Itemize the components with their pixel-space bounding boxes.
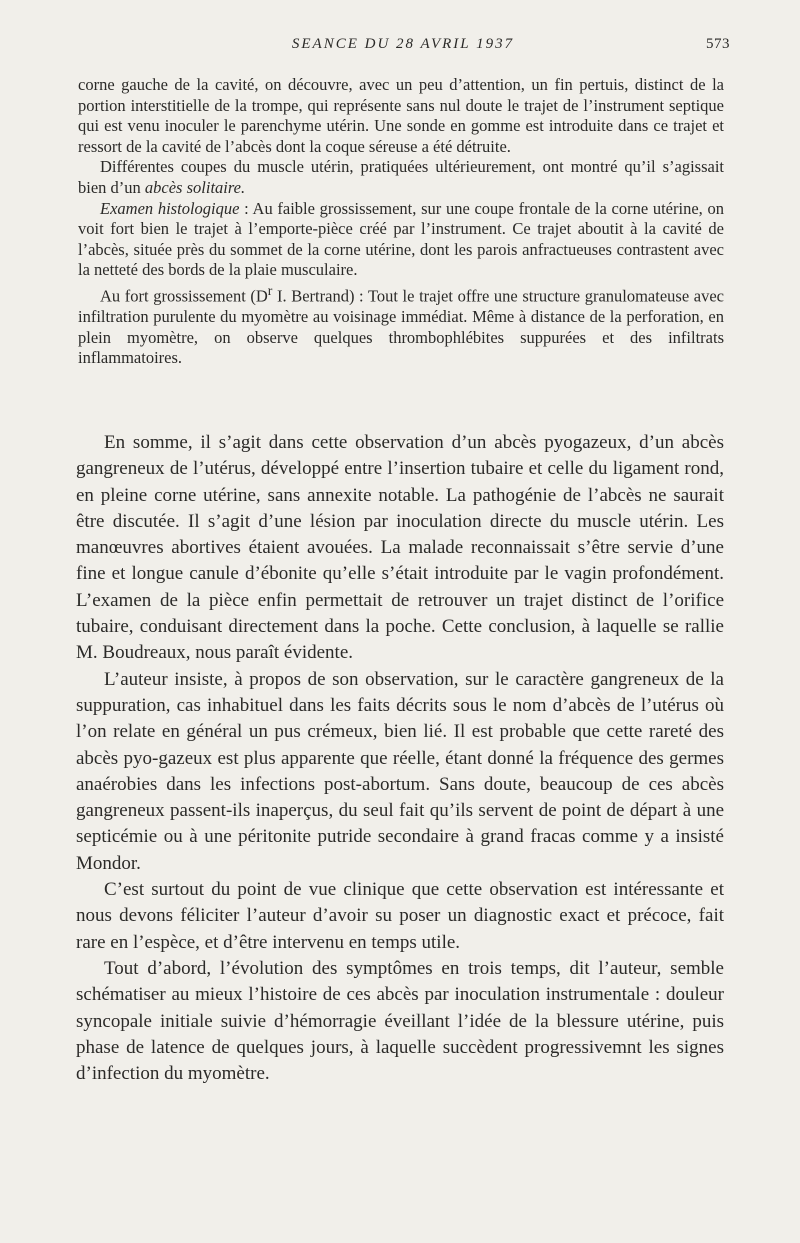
paragraph-text: corne gauche de la cavité, on découvre, avec un peu d’attention, un fin pertuis, distinct de la portion interstitielle de la trompe, qui représente sans nul doute le trajet de l’instrument septique qui est venu inoculer le parenchyme utérin. Une sonde en gomme est introduite dans ce trajet et ressort de la cavité de l’abcès dont la coque séreuse a été détruite. <box>78 75 724 156</box>
italic-heading: Examen histologique <box>100 198 240 218</box>
small-print-section <box>78 75 724 369</box>
paragraph-text: : Au faible grossissement, sur une coupe frontale de la corne utérine, on voit fort bien le trajet à l’emporte-pièce créé par l’instrument. Ce trajet aboutit à la cavité de l’abcès, située près du sommet de la corne utérine, dont les parois anfractueuses contrastent avec la netteté des bords de la plaie musculaire. <box>78 198 724 280</box>
paragraph-text: Différentes coupes du muscle utérin, pratiquées ultérieurement, ont montré qu’il s’agissait bien d’un <box>78 157 724 197</box>
paragraph: En somme, il s’agit dans cette observation d’un abcès pyogazeux, d’un abcès gangreneux de l’utérus, développé entre l’insertion tubaire et celle du ligament rond, en pleine corne utérine, sans annexite notable. La pathogénie de l’abcès ne saurait être discutée. Il s’agit d’une lésion par inoculation directe du muscle utérin. Les manœuvres abortives étaient avouées. La malade reconnaissait s’être servie d’une fine et longue canule d’ébonite qu’elle s’était introduite par le vagin profondément. L’examen de la pièce enfin permettait de retrouver un trajet distinct de l’orifice tubaire, conduisant directement dans la poche. Cette conclusion, à laquelle se rallie M. Boudreaux, nous paraît évidente. <box>76 432 724 664</box>
paragraph: C’est surtout du point de vue clinique que cette observation est intéressante et nous devons féliciter l’auteur d’avoir su poser un diagnostic exact et précoce, fait rare en l’espèce, et d’être intervenu en temps utile. <box>76 879 724 953</box>
paragraph: L’auteur insiste, à propos de son observation, sur le caractère gangreneux de la suppuration, cas inhabituel dans les faits décrits sous le nom d’abcès de l’utérus où l’on relate en général un pus crémeux, bien lié. Il est probable que cette rareté des abcès pyo-gazeux est plus apparente que réelle, étant donné la fréquence des germes anaérobies dans les infections post-abortum. Sans doute, beaucoup de ces abcès gangreneux passent-ils inaperçus, du seul fait qu’ils servent de point de départ à une septicémie ou à une péritonite putride secondaire à grand fracas comme y a insisté Mondor. <box>76 668 724 874</box>
superscript: r <box>267 282 273 298</box>
paragraph: Tout d’abord, l’évolution des symptômes en trois temps, dit l’auteur, semble schématiser au mieux l’histoire de ces abcès par inoculation instrumentale : douleur syncopale initiale suivie d’hémorragie éveillant l’idée de la blessure utérine, puis phase de latence de quelques jours, à laquelle succèdent progressivemnt les signes d’infection du myomètre. <box>76 957 724 1085</box>
page-number: 573 <box>706 36 730 52</box>
main-text-section <box>76 430 724 1087</box>
paragraph <box>78 199 724 281</box>
running-title: SEANCE DU 28 AVRIL 1937 <box>291 36 515 52</box>
italic-term: abcès solitaire. <box>144 177 246 197</box>
page-header <box>76 36 730 58</box>
paragraph-text: I. Bertrand) : Tout le trajet offre une structure granulomateuse avec infiltration purulente du myomètre au voisinage immédiat. Même à distance de la perforation, en plein myomètre, on observe quelques thrombophlébites suppurées et des infiltrats inflammatoires. <box>78 286 724 368</box>
paragraph <box>78 281 724 369</box>
paragraph <box>78 75 724 157</box>
paragraph <box>78 157 724 198</box>
paragraph-text: Au fort grossissement (D <box>100 286 268 306</box>
